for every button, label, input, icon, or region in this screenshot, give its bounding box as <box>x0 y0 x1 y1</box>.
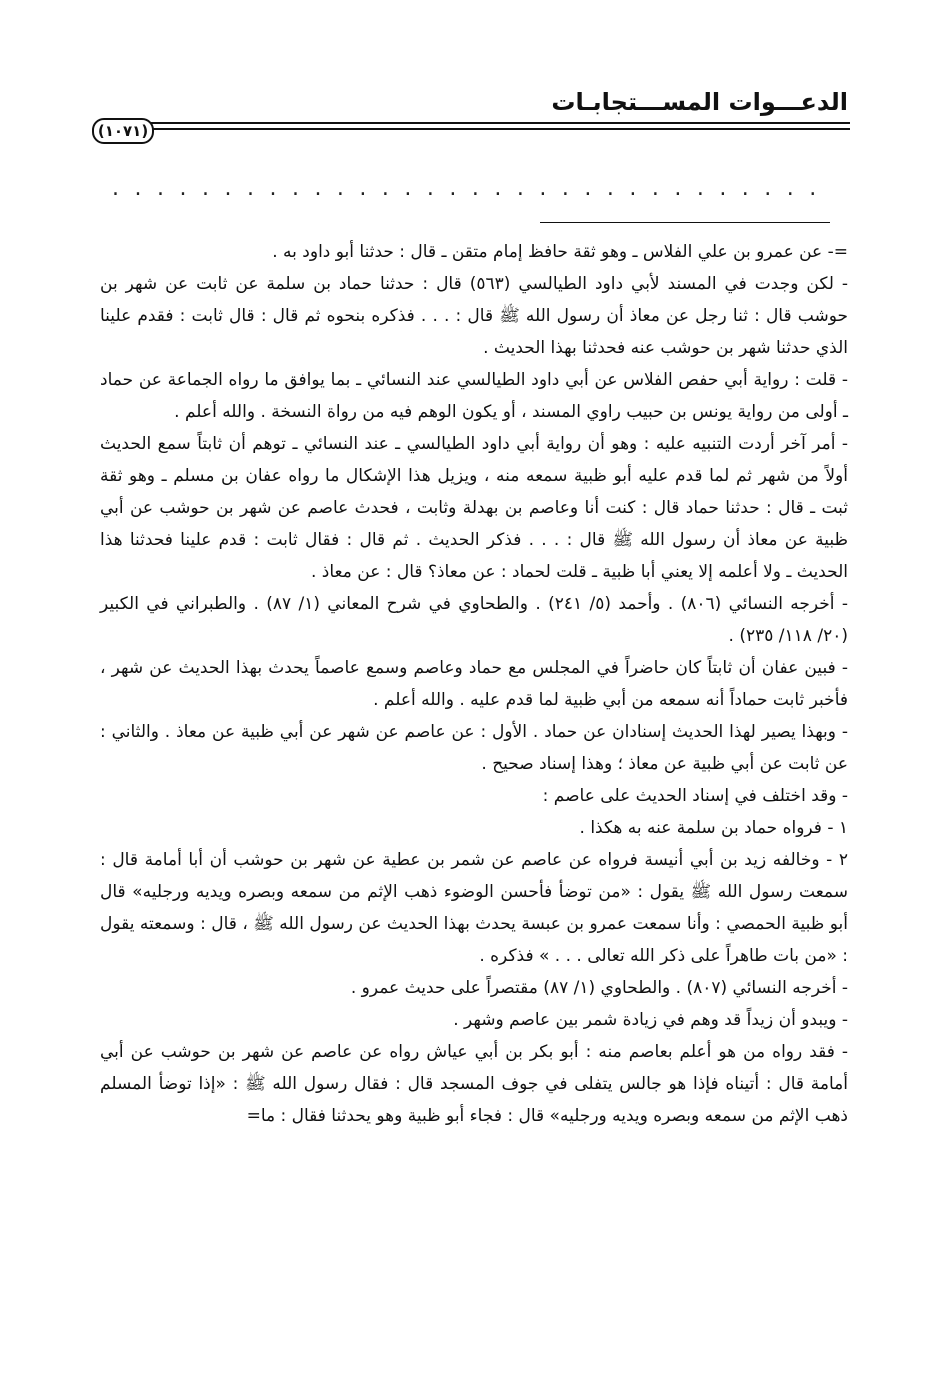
paragraph: - ويبدو أن زيداً قد وهم في زيادة شمر بين عاصم وشهر . <box>453 1010 848 1030</box>
paragraph: - لكن وجدت في المسند لأبي داود الطيالسي (٥٦٣) قال : حدثنا حماد بن سلمة عن ثابت عن شهر بن حوشب قال : ثنا رجل عن معاذ أن رسول الله ﷺ قال : . . . فذكره بنحوه ثم قال : قال ثابت : فقدم علينا الذي حدثنا شهر بن حوشب عنه فحدثنا بهذا الحديث . <box>100 274 848 358</box>
paragraph: =- عن عمرو بن علي الفلاس ـ وهو ثقة حافظ إمام متقن ـ قال : حدثنا أبو داود به . <box>272 242 848 262</box>
footnote-rule <box>540 222 830 223</box>
paragraph: - أخرجه النسائي (٨٠٦) . وأحمد (٥/ ٢٤١) . والطحاوي في شرح المعاني (١/ ٨٧) . والطبراني في الكبير (٢٠/ ١١٨/ ٢٣٥) . <box>100 594 848 646</box>
paragraph: - قلت : رواية أبي حفص الفلاس عن أبي داود الطيالسي عند النسائي ـ بما يوافق ما رواه الجماعة عن حماد ـ أولى من رواية يونس بن حبيب راوي المسند ، أو يكون الوهم فيه من رواة النسخة . والله أعلم . <box>100 370 848 422</box>
dotted-separator: ................................ <box>112 178 832 200</box>
footnote-body <box>100 236 848 1132</box>
paragraph: - وقد اختلف في إسناد الحديث على عاصم : <box>542 786 848 806</box>
paragraph: - وبهذا يصير لهذا الحديث إسنادان عن حماد . الأول : عن عاصم عن شهر عن أبي ظبية عن معاذ . والثاني : عن ثابت عن أبي ظبية عن معاذ ؛ وهذا إسناد صحيح . <box>100 722 848 774</box>
paragraph: - أخرجه النسائي (٨٠٧) . والطحاوي (١/ ٨٧) مقتصراً على حديث عمرو . <box>350 978 848 998</box>
paragraph: ٢ - وخالفه زيد بن أبي أنيسة فرواه عن عاصم عن شمر بن عطية عن شهر بن حوشب أن أبا أمامة قال : سمعت رسول الله ﷺ يقول : «من توضأ فأحسن الوضوء ذهب الإثم من سمعه وبصره ويديه ورجليه» قال أبو ظبية الحمصي : وأنا سمعت عمرو بن عبسة يحدث بهذا الحديث عن رسول الله ﷺ ، قال : وسمعته يقول : «من بات طاهراً على ذكر الله تعالى . . . » فذكره . <box>100 850 848 966</box>
paragraph: ١ - فرواه حماد بن سلمة عنه به هكذا . <box>579 818 848 838</box>
paragraph: - أمر آخر أردت التنبيه عليه : وهو أن رواية أبي داود الطيالسي ـ عند النسائي ـ توهم أن ثابتاً سمع الحديث أولاً من شهر ثم لما قدم عليه أبو ظبية سمعه منه ، ويزيل هذا الإشكال ما رواه عفان بن مسلم ـ وهو ثقة ثبت ـ قال : حدثنا حماد قال : كنت أنا وعاصم بن بهدلة وثابت ، فحدث عاصم عن شهر بن حوشب عن أبي ظبية عن معاذ أن رسول الله ﷺ قال : . . . فذكر الحديث . ثم قال : فقال ثابت : قدم علينا فحدثنا هذا الحديث ـ ولا أعلمه إلا يعني أبا ظبية ـ قلت لحماد : عن معاذ؟ قال : عن معاذ . <box>100 434 848 582</box>
header-rule-top <box>150 122 850 124</box>
paragraph: - فبين عفان أن ثابتاً كان حاضراً في المجلس مع حماد وعاصم وسمع عاصماً يحدث بهذا الحديث عن شهر ، فأخبر ثابت حماداً أنه سمعه من أبي ظبية لما قدم عليه . والله أعلم . <box>100 658 848 710</box>
paragraph: - فقد رواه من هو أعلم بعاصم منه : أبو بكر بن أبي عياش رواه عن عاصم عن شهر بن حوشب عن أبي أمامة قال : أتيناه فإذا هو جالس يتفلى في جوف المسجد قال : فقال رسول الله ﷺ : «إذا توضأ المسلم ذهب الإثم من سمعه وبصره ويديه ورجليه» قال : فجاء أبو ظبية وهو يحدثنا فقال : ما= <box>100 1042 848 1126</box>
page-number: (١٠٧١) <box>92 118 154 144</box>
running-title: الدعـــوات المســـتجابـات <box>551 88 848 116</box>
header-rule-bottom <box>150 128 850 130</box>
